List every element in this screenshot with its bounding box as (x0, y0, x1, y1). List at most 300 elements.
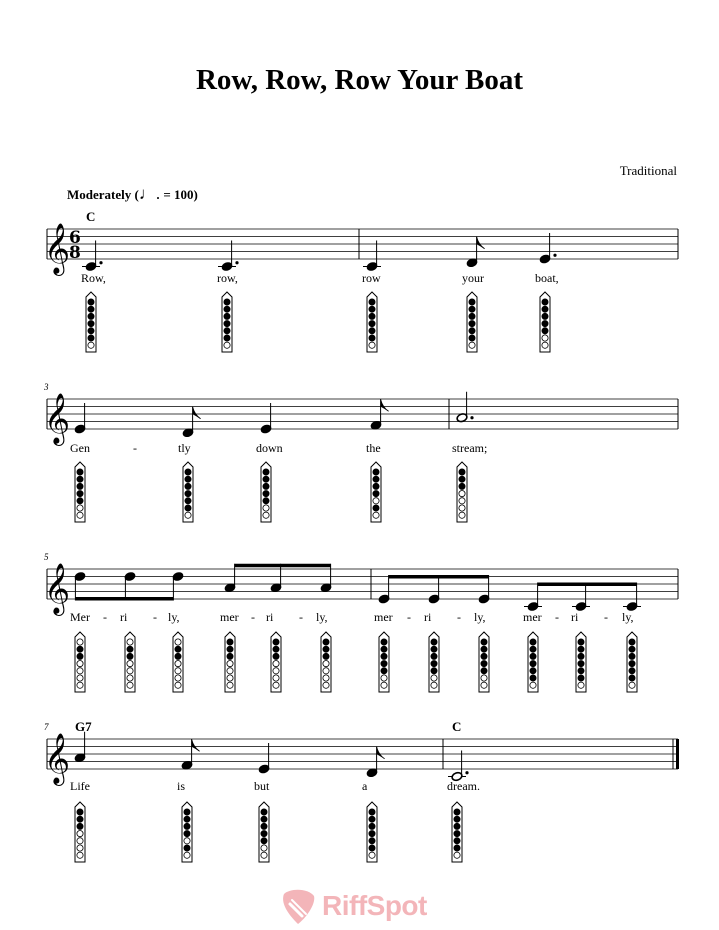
augmentation-dot (465, 771, 468, 774)
open-hole (323, 668, 329, 674)
open-hole (454, 852, 460, 858)
open-hole (175, 682, 181, 688)
note (82, 241, 103, 272)
open-hole (77, 639, 83, 645)
final-barline-thick (676, 739, 679, 769)
treble-clef-icon: 𝄞 (44, 733, 71, 784)
lyric-syllable: mer (220, 610, 239, 624)
recorder-fingering-icon (125, 632, 135, 692)
closed-hole (542, 313, 548, 319)
open-hole (77, 682, 83, 688)
open-hole (481, 682, 487, 688)
lyric-syllable: Mer (70, 610, 90, 624)
open-hole (381, 675, 387, 681)
closed-hole (481, 646, 487, 652)
closed-hole (369, 328, 375, 334)
closed-hole (224, 313, 230, 319)
closed-hole (629, 646, 635, 652)
closed-hole (175, 646, 181, 652)
augmentation-dot (553, 254, 556, 257)
note (182, 407, 201, 438)
closed-hole (469, 328, 475, 334)
open-hole (542, 342, 548, 348)
recorder-fingering-icon (367, 292, 377, 352)
lyric-hyphen: - (153, 610, 157, 624)
open-hole (184, 838, 190, 844)
open-hole (175, 668, 181, 674)
tempo-paren: ( (134, 187, 139, 202)
closed-hole (127, 646, 133, 652)
lyric-syllable: boat, (535, 271, 559, 285)
open-hole (459, 491, 465, 497)
closed-hole (261, 823, 267, 829)
chord-symbol: C (86, 209, 96, 224)
closed-hole (224, 321, 230, 327)
recorder-fingering-icon (182, 802, 192, 862)
augmentation-dot (235, 261, 238, 264)
closed-hole (224, 299, 230, 305)
closed-hole (77, 469, 83, 475)
closed-hole (373, 505, 379, 511)
closed-hole (481, 661, 487, 667)
closed-hole (530, 675, 536, 681)
lyric-syllable: row, (217, 271, 238, 285)
closed-hole (454, 838, 460, 844)
closed-hole (454, 845, 460, 851)
lyric-syllable: mer (523, 610, 542, 624)
closed-hole (578, 653, 584, 659)
closed-hole (530, 653, 536, 659)
closed-hole (263, 491, 269, 497)
song-title: Row, Row, Row Your Boat (195, 64, 524, 96)
open-hole (185, 512, 191, 518)
closed-hole (530, 646, 536, 652)
lyric-syllable: your (462, 271, 484, 285)
note (258, 743, 270, 774)
lyric-hyphen: - (604, 610, 608, 624)
beam (389, 575, 489, 579)
lyric-syllable: ly, (316, 610, 328, 624)
closed-hole (578, 639, 584, 645)
note-flag (377, 747, 385, 759)
closed-hole (530, 639, 536, 645)
open-hole (629, 682, 635, 688)
closed-hole (469, 321, 475, 327)
staff-system (43, 382, 678, 455)
treble-clef-icon: 𝄞 (44, 393, 71, 444)
recorder-fingering-icon (467, 292, 477, 352)
closed-hole (381, 661, 387, 667)
closed-hole (224, 306, 230, 312)
closed-hole (185, 469, 191, 475)
open-hole (273, 661, 279, 667)
closed-hole (454, 831, 460, 837)
note-flag (381, 399, 389, 411)
closed-hole (185, 505, 191, 511)
lyric-syllable: ly, (168, 610, 180, 624)
closed-hole (369, 299, 375, 305)
measure-number: 7 (44, 722, 49, 732)
recorder-fingering-icon (479, 632, 489, 692)
closed-hole (629, 661, 635, 667)
closed-hole (530, 661, 536, 667)
time-signature: 8 (69, 243, 81, 263)
open-hole (261, 845, 267, 851)
lyric-hyphen: - (251, 610, 255, 624)
lyric-syllable: Row, (81, 271, 106, 285)
open-hole (369, 342, 375, 348)
open-hole (77, 675, 83, 681)
lyric-syllable: Gen (70, 441, 90, 455)
closed-hole (184, 809, 190, 815)
closed-hole (373, 491, 379, 497)
closed-hole (77, 816, 83, 822)
open-hole (481, 675, 487, 681)
measure-number: 5 (44, 552, 49, 562)
closed-hole (369, 335, 375, 341)
note (74, 732, 86, 763)
lyric-syllable: the (366, 441, 381, 455)
open-hole (127, 668, 133, 674)
open-hole (227, 682, 233, 688)
closed-hole (261, 809, 267, 815)
open-hole (373, 498, 379, 504)
closed-hole (184, 816, 190, 822)
closed-hole (381, 639, 387, 645)
closed-hole (629, 653, 635, 659)
open-hole (227, 675, 233, 681)
open-hole (175, 675, 181, 681)
augmentation-dot (99, 261, 102, 264)
closed-hole (369, 306, 375, 312)
open-hole (227, 661, 233, 667)
lyric-syllable: Life (70, 779, 90, 793)
closed-hole (381, 646, 387, 652)
riffspot-logo (278, 885, 427, 927)
lyric-hyphen: - (103, 610, 107, 624)
note (74, 403, 86, 434)
lyric-syllable: tly (178, 441, 191, 455)
chord-symbol: C (452, 719, 462, 734)
closed-hole (459, 469, 465, 475)
open-hole (323, 682, 329, 688)
open-hole (127, 675, 133, 681)
closed-hole (263, 476, 269, 482)
treble-clef-icon: 𝄞 (44, 563, 71, 614)
closed-hole (578, 675, 584, 681)
open-hole (77, 505, 83, 511)
open-hole (77, 838, 83, 844)
closed-hole (273, 646, 279, 652)
open-hole (263, 505, 269, 511)
closed-hole (185, 476, 191, 482)
closed-hole (431, 668, 437, 674)
note (539, 233, 557, 264)
closed-hole (88, 299, 94, 305)
note (260, 403, 272, 434)
lyric-syllable: ly, (622, 610, 634, 624)
closed-hole (578, 661, 584, 667)
lyric-syllable: but (254, 779, 270, 793)
recorder-fingering-icon (86, 292, 96, 352)
closed-hole (227, 646, 233, 652)
note (181, 739, 200, 770)
staff-system (47, 209, 678, 285)
closed-hole (454, 816, 460, 822)
open-hole (273, 668, 279, 674)
closed-hole (369, 321, 375, 327)
closed-hole (542, 328, 548, 334)
open-hole (542, 335, 548, 341)
closed-hole (261, 816, 267, 822)
closed-hole (381, 668, 387, 674)
closed-hole (261, 838, 267, 844)
lyric-syllable: is (177, 779, 186, 793)
recorder-fingering-icon (183, 462, 193, 522)
closed-hole (369, 845, 375, 851)
closed-hole (77, 653, 83, 659)
augmentation-dot (470, 416, 473, 419)
open-hole (273, 682, 279, 688)
lyric-syllable: mer (374, 610, 393, 624)
closed-hole (323, 646, 329, 652)
closed-hole (373, 476, 379, 482)
closed-hole (263, 469, 269, 475)
open-hole (77, 661, 83, 667)
lyric-syllable: row (362, 271, 381, 285)
recorder-fingering-icon (528, 632, 538, 692)
closed-hole (88, 335, 94, 341)
lyric-syllable: ri (424, 610, 432, 624)
closed-hole (263, 483, 269, 489)
closed-hole (373, 483, 379, 489)
recorder-fingering-icon (259, 802, 269, 862)
beam (538, 583, 637, 587)
note (366, 747, 385, 778)
closed-hole (184, 845, 190, 851)
closed-hole (469, 299, 475, 305)
closed-hole (369, 809, 375, 815)
closed-hole (542, 321, 548, 327)
recorder-fingering-icon (367, 802, 377, 862)
closed-hole (369, 823, 375, 829)
beam (235, 564, 331, 568)
note (370, 399, 389, 430)
closed-hole (77, 491, 83, 497)
closed-hole (77, 498, 83, 504)
note-flag (477, 237, 485, 249)
closed-hole (459, 483, 465, 489)
closed-hole (224, 335, 230, 341)
closed-hole (481, 668, 487, 674)
open-hole (381, 682, 387, 688)
recorder-fingering-icon (173, 632, 183, 692)
lyric-hyphen: - (457, 610, 461, 624)
dotted-quarter-note-icon: ♩. (138, 184, 161, 203)
open-hole (369, 852, 375, 858)
closed-hole (369, 313, 375, 319)
closed-hole (578, 646, 584, 652)
open-hole (323, 675, 329, 681)
lyric-syllable: down (256, 441, 283, 455)
closed-hole (184, 823, 190, 829)
open-hole (88, 342, 94, 348)
open-hole (459, 505, 465, 511)
open-hole (273, 675, 279, 681)
recorder-fingering-icon (225, 632, 235, 692)
recorder-fingering-icon (75, 802, 85, 862)
staff-system (44, 719, 679, 793)
closed-hole (323, 639, 329, 645)
note (363, 241, 381, 272)
closed-hole (88, 321, 94, 327)
open-hole (469, 342, 475, 348)
open-hole (431, 682, 437, 688)
lyric-hyphen: - (299, 610, 303, 624)
closed-hole (469, 313, 475, 319)
tempo-bpm: = 100) (163, 187, 198, 202)
closed-hole (481, 653, 487, 659)
closed-hole (184, 831, 190, 837)
closed-hole (77, 823, 83, 829)
closed-hole (369, 831, 375, 837)
closed-hole (629, 668, 635, 674)
beam (75, 597, 173, 601)
recorder-fingering-icon (75, 462, 85, 522)
closed-hole (369, 816, 375, 822)
chord-symbol: G7 (75, 719, 92, 734)
closed-hole (459, 476, 465, 482)
closed-hole (629, 639, 635, 645)
open-hole (77, 852, 83, 858)
measure-number: 3 (44, 382, 49, 392)
closed-hole (185, 498, 191, 504)
recorder-fingering-icon (457, 462, 467, 522)
closed-hole (77, 483, 83, 489)
open-hole (224, 342, 230, 348)
closed-hole (88, 313, 94, 319)
closed-hole (263, 498, 269, 504)
open-hole (261, 852, 267, 858)
note (466, 237, 485, 268)
closed-hole (77, 646, 83, 652)
open-hole (77, 668, 83, 674)
open-hole (263, 512, 269, 518)
lyric-syllable: a (362, 779, 368, 793)
time-signature: 6 (69, 228, 81, 248)
recorder-fingering-icon (371, 462, 381, 522)
note (456, 392, 474, 423)
recorder-fingering-icon (261, 462, 271, 522)
closed-hole (227, 653, 233, 659)
note-flag (193, 407, 201, 419)
treble-clef-icon: 𝄞 (44, 223, 71, 274)
open-hole (127, 661, 133, 667)
closed-hole (224, 328, 230, 334)
closed-hole (77, 809, 83, 815)
closed-hole (227, 639, 233, 645)
open-hole (373, 512, 379, 518)
logo-text: RiffSpot (322, 890, 427, 921)
closed-hole (381, 653, 387, 659)
recorder-fingering-icon (627, 632, 637, 692)
closed-hole (431, 639, 437, 645)
note (448, 751, 469, 782)
open-hole (227, 668, 233, 674)
closed-hole (481, 639, 487, 645)
guitar-pick-icon (278, 886, 318, 926)
closed-hole (629, 675, 635, 681)
closed-hole (77, 476, 83, 482)
open-hole (127, 639, 133, 645)
recorder-fingering-icon (452, 802, 462, 862)
lyric-syllable: dream. (447, 779, 480, 793)
closed-hole (454, 809, 460, 815)
recorder-fingering-icon (222, 292, 232, 352)
staff-system (44, 552, 678, 624)
lyric-syllable: stream; (452, 441, 488, 455)
closed-hole (542, 299, 548, 305)
closed-hole (530, 668, 536, 674)
open-hole (77, 845, 83, 851)
open-hole (127, 682, 133, 688)
closed-hole (273, 639, 279, 645)
composer: Traditional (619, 163, 677, 178)
open-hole (578, 682, 584, 688)
note (218, 241, 239, 272)
open-hole (175, 661, 181, 667)
note-flag (192, 739, 200, 751)
closed-hole (127, 653, 133, 659)
open-hole (175, 639, 181, 645)
open-hole (323, 661, 329, 667)
tempo-word: Moderately (67, 187, 132, 202)
recorder-fingering-icon (576, 632, 586, 692)
closed-hole (431, 646, 437, 652)
closed-hole (469, 335, 475, 341)
recorder-fingering-icon (321, 632, 331, 692)
closed-hole (185, 491, 191, 497)
recorder-fingering-icon (379, 632, 389, 692)
lyric-syllable: ri (120, 610, 128, 624)
lyric-syllable: ri (571, 610, 579, 624)
closed-hole (431, 653, 437, 659)
lyric-syllable: ri (266, 610, 274, 624)
open-hole (77, 831, 83, 837)
recorder-fingering-icon (75, 632, 85, 692)
open-hole (77, 512, 83, 518)
recorder-fingering-icon (540, 292, 550, 352)
closed-hole (88, 328, 94, 334)
open-hole (530, 682, 536, 688)
recorder-fingering-icon (429, 632, 439, 692)
recorder-fingering-icon (271, 632, 281, 692)
lyric-hyphen: - (555, 610, 559, 624)
closed-hole (273, 653, 279, 659)
closed-hole (175, 653, 181, 659)
closed-hole (185, 483, 191, 489)
closed-hole (369, 838, 375, 844)
closed-hole (469, 306, 475, 312)
lyric-syllable: ly, (474, 610, 486, 624)
closed-hole (373, 469, 379, 475)
open-hole (184, 852, 190, 858)
closed-hole (454, 823, 460, 829)
lyric-hyphen: - (407, 610, 411, 624)
lyric-hyphen: - (133, 441, 137, 455)
open-hole (459, 512, 465, 518)
open-hole (459, 498, 465, 504)
